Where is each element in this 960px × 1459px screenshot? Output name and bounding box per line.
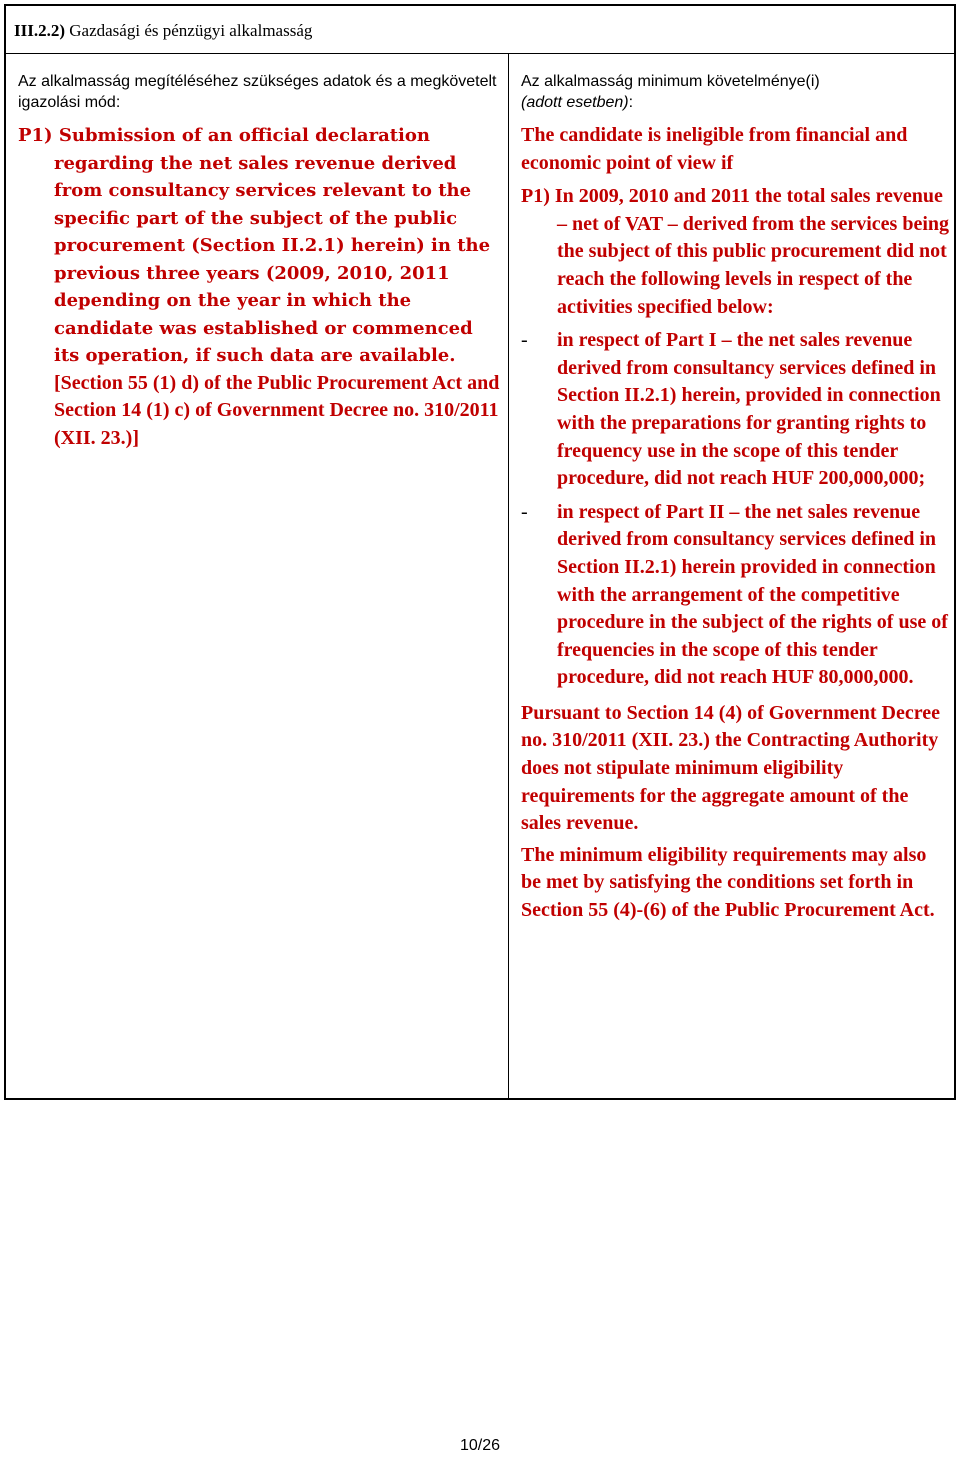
page-number: 10/26 — [459, 1437, 501, 1454]
left-column-body — [18, 122, 500, 452]
left-column — [6, 54, 509, 1098]
bullet-dash: - — [521, 329, 528, 352]
p1-minimum-requirement: P1) In 2009, 2010 and 2011 the total sales revenue – net of VAT – derived from the services being the subject of this public procurement did not reach the following levels in respect of the activities specified below: — [521, 185, 950, 318]
p1-requirement — [18, 122, 500, 452]
right-column — [509, 54, 954, 1098]
p1-text: Submission of an official declaration regarding the net sales revenue derived from consultancy services relevant to the specific part of the subject of the public procurement (Section II.2.1) herein) in the previous three years (2009, 2010, 2011 depending on the year in which the candidate was established or commenced its operation, if such data are available. — [54, 125, 491, 366]
bullet-part-1 — [521, 327, 951, 493]
alternative-conditions-note: The minimum eligibility requirements may also be met by satisfying the conditions set forth in Section 55 (4)-(6) of the Public Procurement Act. — [521, 843, 935, 922]
right-heading-colon: : — [628, 94, 634, 111]
ineligibility-intro: The candidate is ineligible from financial and economic point of view if — [521, 124, 908, 174]
section-number: III.2.2) — [14, 21, 66, 40]
bullet-part-2-text: in respect of Part II – the net sales revenue derived from consultancy services defined in Section II.2.1) herein provided in connection with the arrangement of the competitive procedure in the subject of the rights of use of frequencies in the scope of this tender procedure, did not reach HUF 80,000,000. — [557, 500, 948, 689]
aggregate-note: Pursuant to Section 14 (4) of Government Decree no. 310/2011 (XII. 23.) the Contracting Authority does not stipulate minimum eligibility requirements for the aggregate amount of the sales revenue. — [521, 701, 940, 835]
p1-legal-reference: [Section 55 (1) d) of the Public Procurement Act and Section 14 (1) c) of Government Decree no. 310/2011 (XII. 23.)] — [54, 371, 500, 449]
section-title — [6, 6, 954, 54]
p1-label: P1) — [18, 125, 53, 146]
right-heading-italic: (adott esetben) — [521, 94, 629, 111]
bullet-part-2 — [521, 499, 951, 692]
eligibility-table — [4, 4, 956, 1100]
right-heading-text: Az alkalmasság minimum követelménye(i) — [521, 73, 820, 90]
bullet-part-1-text: in respect of Part I – the net sales revenue derived from consultancy services defined in Section II.2.1) herein, provided in connection with the preparations for granting rights to frequency use in the scope of this tender procedure, did not reach HUF 200,000,000; — [557, 329, 941, 490]
section-title-text: Gazdasági és pénzügyi alkalmasság — [69, 21, 313, 40]
bullet-dash: - — [521, 500, 528, 523]
right-column-body — [521, 122, 951, 925]
left-column-heading: Az alkalmasság megítéléséhez szükséges adatok és a megkövetelt igazolási mód: — [18, 73, 497, 111]
right-column-heading — [521, 71, 946, 113]
